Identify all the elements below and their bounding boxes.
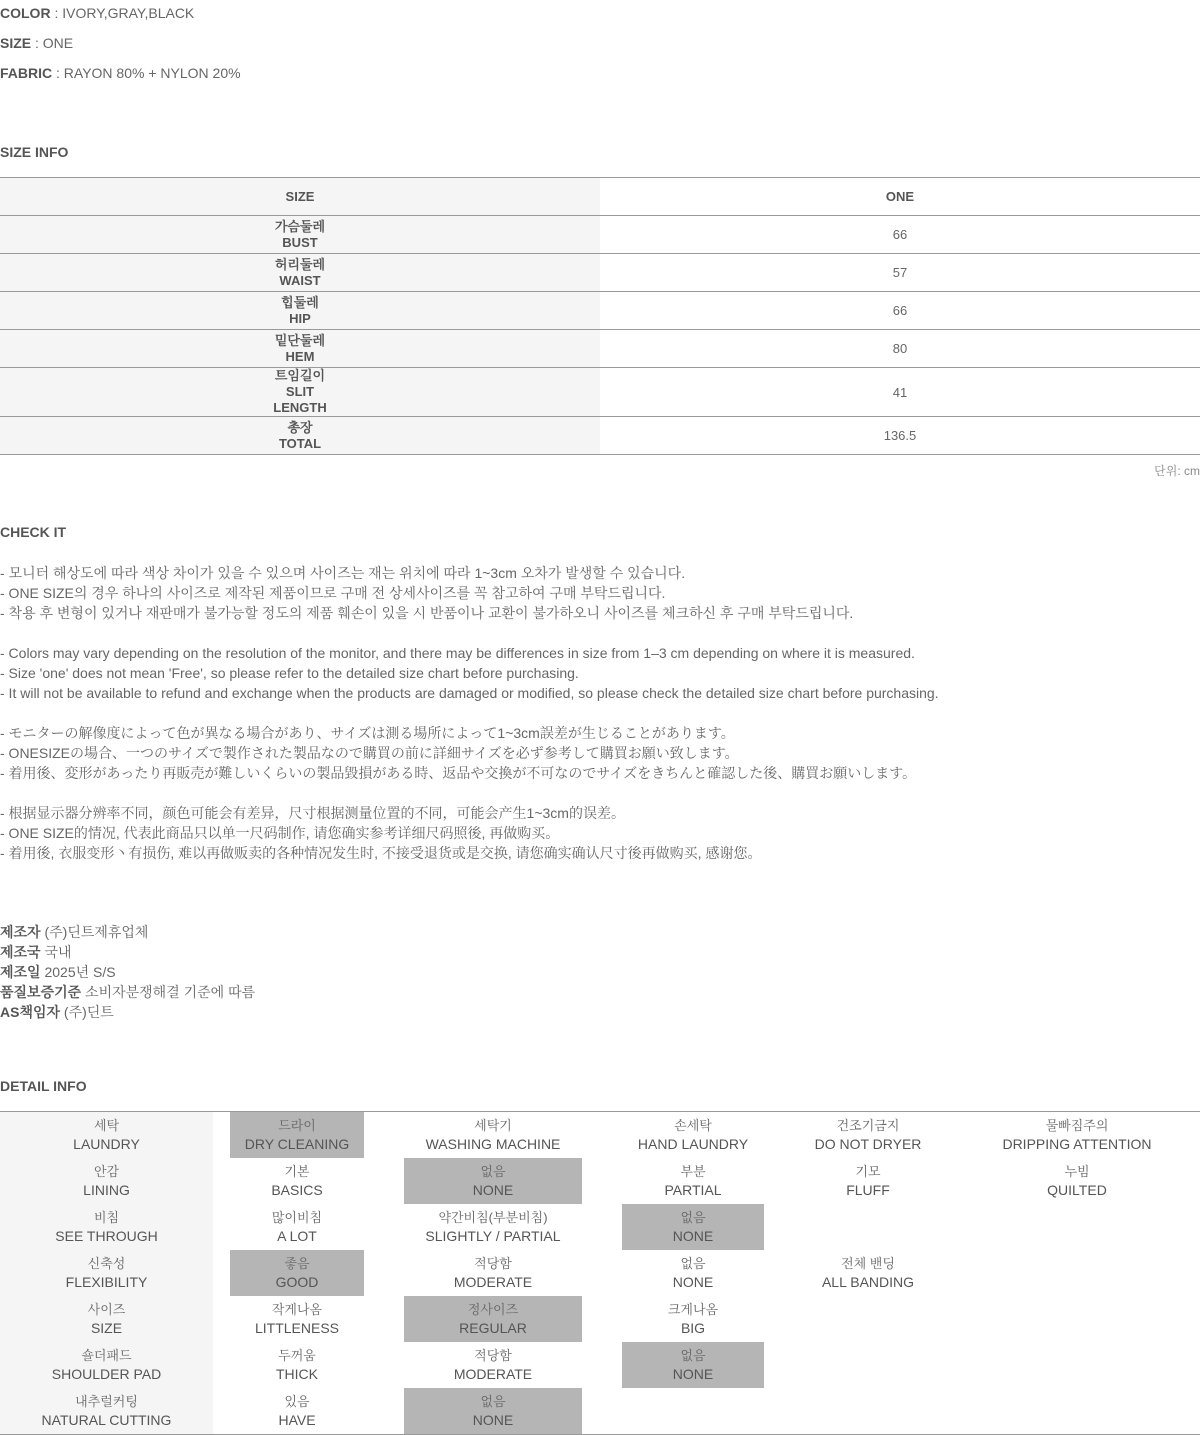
detail-option-ko: 없음 (480, 1394, 506, 1409)
size-row-label (0, 330, 600, 368)
note-spacer (0, 703, 1200, 723)
detail-row-head (0, 1112, 213, 1158)
detail-option-en: BIG (680, 1320, 706, 1336)
size-row-label (0, 368, 600, 417)
size-row-value: 41 (600, 368, 1200, 417)
detail-option (404, 1342, 582, 1388)
detail-head-en: NATURAL CUTTING (41, 1412, 172, 1428)
detail-option-ko: 두꺼움 (278, 1348, 316, 1363)
size-row-label-ko: 허리둘레 (274, 256, 326, 272)
detail-option-ko: 정사이즈 (467, 1302, 519, 1317)
check-it-notes (0, 563, 1200, 863)
detail-row-head (0, 1342, 213, 1388)
maker-label: 품질보증기준 (0, 984, 82, 1000)
size-header-value: ONE (600, 178, 1200, 216)
note-line: - 着用後, 衣服变形丶有损伤, 难以再做贩卖的各种情况发生时, 不接受退货或是交换, 请您确实确认尺寸後再做购买, 感谢您。 (0, 845, 762, 861)
detail-head-en: LAUNDRY (73, 1136, 140, 1152)
detail-head-ko: 비침 (93, 1210, 120, 1225)
detail-head-ko: 숄더패드 (81, 1348, 132, 1363)
detail-option (404, 1112, 582, 1158)
detail-option-en: FLUFF (846, 1182, 890, 1198)
detail-option-ko: 적당함 (474, 1256, 512, 1271)
size-table (0, 177, 1200, 455)
detail-option-en: DRIPPING ATTENTION (1002, 1136, 1152, 1152)
maker-line (0, 962, 255, 982)
size-row-label (0, 216, 600, 254)
maker-line (0, 1002, 255, 1022)
maker-value: 국내 (40, 944, 72, 960)
unit-note: 단위: cm (1154, 464, 1200, 478)
size-row-label (0, 292, 600, 330)
detail-option-en: HAVE (278, 1412, 316, 1428)
maker-label: 제조자 (0, 924, 41, 940)
detail-option-en: HAND LAUNDRY (637, 1136, 749, 1152)
detail-option-ko: 누빔 (1064, 1164, 1090, 1179)
detail-option-ko: 없음 (680, 1348, 706, 1363)
size-row-label-ko: 힙둘레 (281, 294, 319, 310)
detail-option-ko: 크게나옴 (667, 1302, 719, 1317)
detail-head-en: SIZE (90, 1320, 123, 1336)
size-row-label-ko: 트임길이 (274, 368, 326, 383)
maker-line (0, 922, 255, 942)
detail-head-en: SEE THROUGH (55, 1228, 158, 1244)
maker-value: 소비자분쟁해결 기준에 따름 (81, 984, 256, 1000)
note-line: - 着用後、変形があったり再販売が難しいくらいの製品毀損がある時、返品や交換が不可なのでサイズをきちんと確認した後、購買お願いします。 (0, 765, 917, 781)
detail-option-ko: 물빠짐주의 (1045, 1118, 1109, 1133)
detail-option-ko: 건조기금지 (836, 1118, 900, 1133)
detail-option (230, 1296, 364, 1342)
size-spec (0, 35, 73, 51)
detail-option-en: SLIGHTLY / PARTIAL (425, 1228, 561, 1244)
size-row-label-en2: LENGTH (273, 400, 327, 415)
detail-option-selected (622, 1342, 764, 1388)
detail-option-en: MODERATE (453, 1366, 533, 1382)
color-label: COLOR (0, 5, 51, 21)
detail-option-ko: 세탁기 (474, 1118, 512, 1133)
detail-head-ko: 안감 (93, 1164, 120, 1179)
note-line: - It will not be available to refund and exchange when the products are damaged or modified, so please check the detailed size chart before purchasing. (0, 685, 939, 701)
size-row (0, 330, 1200, 368)
detail-head-en: LINING (83, 1182, 130, 1198)
note-line: - Colors may vary depending on the resolution of the monitor, and there may be differences in size from 1–3 cm depending on where it is measured. (0, 645, 915, 661)
detail-option-selected (404, 1388, 582, 1434)
maker-label: AS책임자 (0, 1004, 61, 1020)
note-spacer (0, 783, 1200, 803)
note-line: - モニターの解像度によって色が異なる場合があり、サイズは測る場所によって1~3cm誤差が生じることがあります。 (0, 725, 735, 741)
maker-value: (주)딘트 (60, 1004, 114, 1020)
detail-option-en: NONE (672, 1366, 714, 1382)
detail-option-en: A LOT (277, 1228, 317, 1244)
detail-row-head (0, 1204, 213, 1250)
detail-option-ko: 약간비침(부분비침) (438, 1210, 548, 1225)
detail-option-en: DRY CLEANING (244, 1136, 350, 1152)
size-row (0, 417, 1200, 455)
detail-head-ko: 사이즈 (87, 1302, 126, 1317)
size-row (0, 368, 1200, 417)
detail-option-en: BASICS (271, 1182, 323, 1198)
detail-option (622, 1250, 764, 1296)
detail-option (404, 1204, 582, 1250)
detail-option-ko: 있음 (284, 1394, 310, 1409)
size-row-value: 66 (600, 216, 1200, 254)
detail-row-head (0, 1388, 213, 1434)
size-row-label-en: SLIT (285, 384, 315, 399)
maker-line (0, 982, 255, 1002)
fabric-spec (0, 65, 241, 81)
detail-option-en: REGULAR (459, 1320, 527, 1336)
detail-info-grid (0, 1111, 1200, 1435)
detail-option (230, 1204, 364, 1250)
size-row-label-en: BUST (282, 234, 318, 250)
detail-option-en: NONE (472, 1412, 514, 1428)
detail-option-en: MODERATE (453, 1274, 533, 1290)
detail-option-en: THICK (276, 1366, 318, 1382)
size-info-title: SIZE INFO (0, 144, 69, 160)
size-row-label (0, 254, 600, 292)
size-row-value: 57 (600, 254, 1200, 292)
size-label: SIZE (0, 35, 32, 51)
detail-option-selected (404, 1158, 582, 1204)
note-line: - Size 'one' does not mean 'Free', so please refer to the detailed size chart before purchasing. (0, 665, 579, 681)
size-row-label (0, 417, 600, 455)
detail-option-en: NONE (672, 1274, 714, 1290)
maker-line (0, 942, 255, 962)
detail-option-selected (230, 1250, 364, 1296)
detail-option (230, 1158, 364, 1204)
note-line: - 모니터 해상도에 따라 색상 차이가 있을 수 있으며 사이즈는 재는 위치에 따라 1~3cm 오차가 발생할 수 있습니다. (0, 565, 686, 581)
detail-option-ko: 없음 (680, 1210, 706, 1225)
detail-info-title: DETAIL INFO (0, 1078, 87, 1094)
detail-option (622, 1296, 764, 1342)
detail-option-en: NONE (672, 1228, 714, 1244)
detail-option-ko: 손세탁 (674, 1118, 712, 1133)
detail-option (622, 1112, 764, 1158)
size-row (0, 254, 1200, 292)
detail-option-selected (404, 1296, 582, 1342)
maker-label: 제조일 (0, 964, 41, 980)
size-row (0, 292, 1200, 330)
size-row-value: 80 (600, 330, 1200, 368)
detail-option-ko: 기모 (855, 1164, 881, 1179)
detail-option-ko: 부분 (680, 1164, 706, 1179)
fabric-label: FABRIC (0, 65, 53, 81)
detail-option-ko: 작게나옴 (271, 1302, 323, 1317)
detail-option-ko: 없음 (680, 1256, 706, 1271)
check-it-title: CHECK IT (0, 524, 67, 540)
detail-option-en: ALL BANDING (821, 1274, 915, 1290)
size-row-value: 66 (600, 292, 1200, 330)
maker-value: (주)딘트제휴업체 (40, 924, 149, 940)
detail-option (622, 1158, 764, 1204)
size-row-label-en: WAIST (279, 272, 321, 288)
size-header-label: SIZE (0, 178, 600, 216)
note-line: - 착용 후 변형이 있거나 재판매가 불가능할 정도의 제품 훼손이 있을 시 반품이나 교환이 불가하오니 사이즈를 체크하신 후 구매 부탁드립니다. (0, 605, 854, 621)
fabric-value: : RAYON 80% + NYLON 20% (52, 65, 241, 81)
detail-head-ko: 세탁 (93, 1118, 120, 1133)
size-row-label-en: TOTAL (278, 435, 322, 451)
maker-value: 2025년 S/S (40, 964, 116, 980)
detail-option (230, 1388, 364, 1434)
detail-head-ko: 신축성 (87, 1256, 126, 1271)
note-line: - ONESIZEの場合、一つのサイズで製作された製品なので購買の前に詳細サイズを必ず参考して購買お願い致します。 (0, 745, 739, 761)
detail-option (404, 1250, 582, 1296)
detail-option (772, 1250, 964, 1296)
maker-info (0, 922, 255, 1022)
note-line: - ONE SIZE의 경우 하나의 사이즈로 제작된 제품이므로 구매 전 상세사이즈를 꼭 참고하여 구매 부탁드립니다. (0, 585, 666, 601)
detail-row-head (0, 1158, 213, 1204)
detail-option-en: LITTLENESS (254, 1320, 340, 1336)
detail-option (954, 1158, 1200, 1204)
size-row-label-ko: 가슴둘레 (274, 218, 326, 234)
detail-option-en: NONE (472, 1182, 514, 1198)
detail-option-en: PARTIAL (664, 1182, 722, 1198)
detail-option-en: DO NOT DRYER (814, 1136, 922, 1152)
size-table-header (0, 178, 1200, 216)
detail-option-selected (230, 1112, 364, 1158)
detail-option-selected (622, 1204, 764, 1250)
color-spec (0, 5, 194, 21)
detail-option (230, 1342, 364, 1388)
maker-label: 제조국 (0, 944, 41, 960)
detail-option-ko: 기본 (284, 1164, 310, 1179)
detail-row-head (0, 1296, 213, 1342)
detail-option-ko: 드라이 (278, 1118, 316, 1133)
size-row-value: 136.5 (600, 417, 1200, 455)
detail-option-ko: 전체 밴딩 (841, 1256, 895, 1271)
detail-option-ko: 없음 (480, 1164, 506, 1179)
note-line: - 根据显示器分辨率不同，颜色可能会有差异，尺寸根据测量位置的不同，可能会产生1~3cm的误差。 (0, 805, 625, 821)
detail-head-ko: 내추럴커팅 (75, 1394, 138, 1409)
detail-option-en: QUILTED (1047, 1182, 1107, 1198)
detail-option-ko: 많이비침 (271, 1210, 323, 1225)
size-row (0, 216, 1200, 254)
detail-option-en: WASHING MACHINE (425, 1136, 561, 1152)
size-row-label-en: HIP (289, 310, 311, 326)
detail-option-ko: 적당함 (474, 1348, 512, 1363)
size-row-label-ko: 밑단둘레 (274, 332, 326, 348)
size-row-label-en: HEM (285, 348, 315, 364)
detail-option (772, 1158, 964, 1204)
detail-option (954, 1112, 1200, 1158)
detail-head-en: FLEXIBILITY (65, 1274, 148, 1290)
detail-option-en: GOOD (275, 1274, 319, 1290)
detail-row-head (0, 1250, 213, 1296)
note-line: - ONE SIZE的情况, 代表此商品只以单一尺码制作, 请您确实参考详细尺码照後, 再做购买。 (0, 825, 560, 841)
detail-head-en: SHOULDER PAD (51, 1366, 162, 1382)
size-value: : ONE (31, 35, 74, 51)
note-spacer (0, 623, 1200, 643)
detail-option (772, 1112, 964, 1158)
detail-option-ko: 좋음 (284, 1256, 310, 1271)
color-value: : IVORY,GRAY,BLACK (50, 5, 195, 21)
size-row-label-ko: 총장 (287, 419, 313, 435)
